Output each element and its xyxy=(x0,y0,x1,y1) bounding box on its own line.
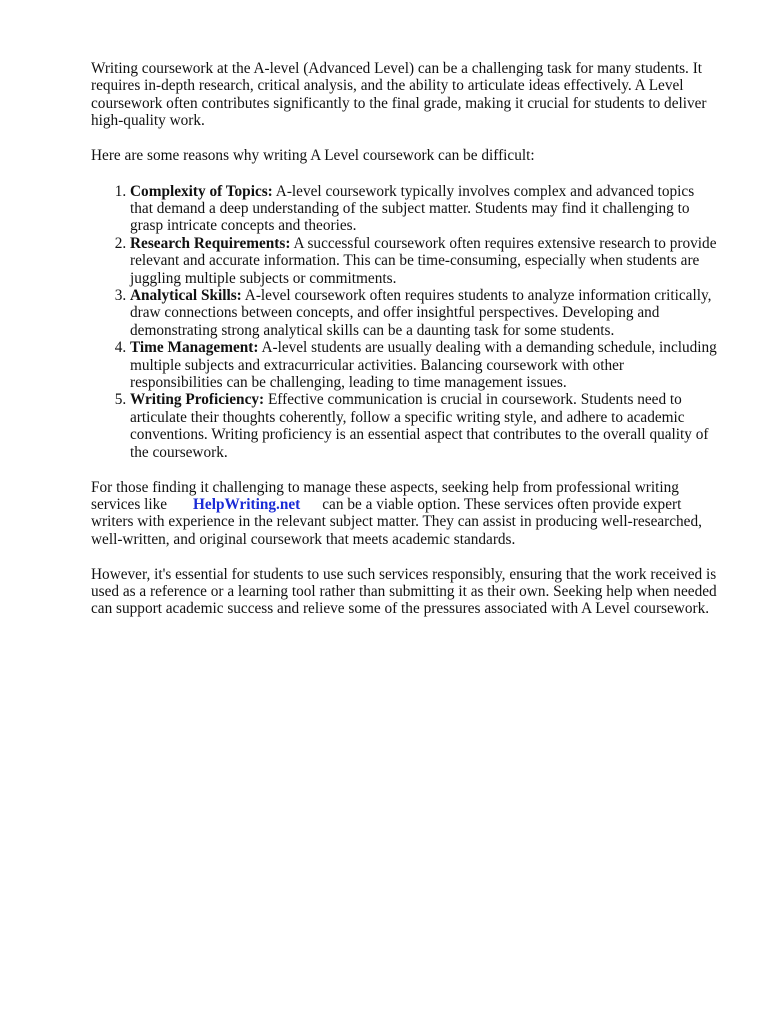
list-item xyxy=(130,339,719,391)
list-item-text: A-level coursework typically involves complex and advanced topics that demand a deep understanding of the subject matter. Students may find it challenging to grasp intricate concepts and theories. xyxy=(130,182,695,235)
closing-paragraph: However, it's essential for students to use such services responsibly, ensuring that the work received is used as a reference or a learning tool rather than submitting it as their own. Seeking help when needed can support academic success and relieve some of the pressures associated with A Level coursework. xyxy=(91,565,717,618)
list-item xyxy=(130,391,719,461)
document-page xyxy=(91,60,719,618)
list-item-term: Analytical Skills: xyxy=(130,286,242,304)
reasons-heading: Here are some reasons why writing A Level coursework can be difficult: xyxy=(91,147,535,165)
list-item xyxy=(130,183,719,235)
list-item-text: A successful coursework often requires extensive research to provide relevant and accurate information. This can be time-consuming, especially when students are juggling multiple subjects or commitments. xyxy=(130,234,717,287)
reasons-list xyxy=(91,183,719,462)
list-item-term: Writing Proficiency: xyxy=(130,391,265,409)
list-item-text: A-level students are usually dealing with a demanding schedule, including multiple subjects and extracurricular activities. Balancing coursework with other responsibilities can be challenging, leading to time management issues. xyxy=(130,339,717,391)
help-text-after: can be a viable option. These services often provide expert writers with experience in the relevant subject matter. They can assist in producing well-researched, well-written, and original coursework that meets academic standards. xyxy=(91,495,702,548)
help-paragraph xyxy=(91,479,719,549)
intro-paragraph: Writing coursework at the A-level (Advanced Level) can be a challenging task for many students. It requires in-depth research, critical analysis, and the ability to articulate ideas effectively. A Level coursework often contributes significantly to the final grade, making it crucial for students to deliver high-quality work. xyxy=(91,60,707,130)
list-item-term: Research Requirements: xyxy=(130,234,291,252)
helpwriting-link[interactable]: HelpWriting.net xyxy=(193,495,301,513)
list-item xyxy=(130,235,719,287)
list-item-term: Complexity of Topics: xyxy=(130,182,273,200)
help-text-before: For those finding it challenging to manage these aspects, seeking help from professional writing services like xyxy=(91,478,679,513)
list-item xyxy=(130,287,719,339)
list-item-text: Effective communication is crucial in coursework. Students need to articulate their thoughts coherently, follow a specific writing style, and adhere to academic conventions. Writing proficiency is an essential aspect that contributes to the overall quality of the coursework. xyxy=(130,391,709,461)
list-item-term: Time Management: xyxy=(130,339,259,357)
list-item-text: A-level coursework often requires students to analyze information critically, draw connections between concepts, and offer insightful perspectives. Developing and demonstrating strong analytical skills can be a daunting task for some students. xyxy=(130,286,712,339)
